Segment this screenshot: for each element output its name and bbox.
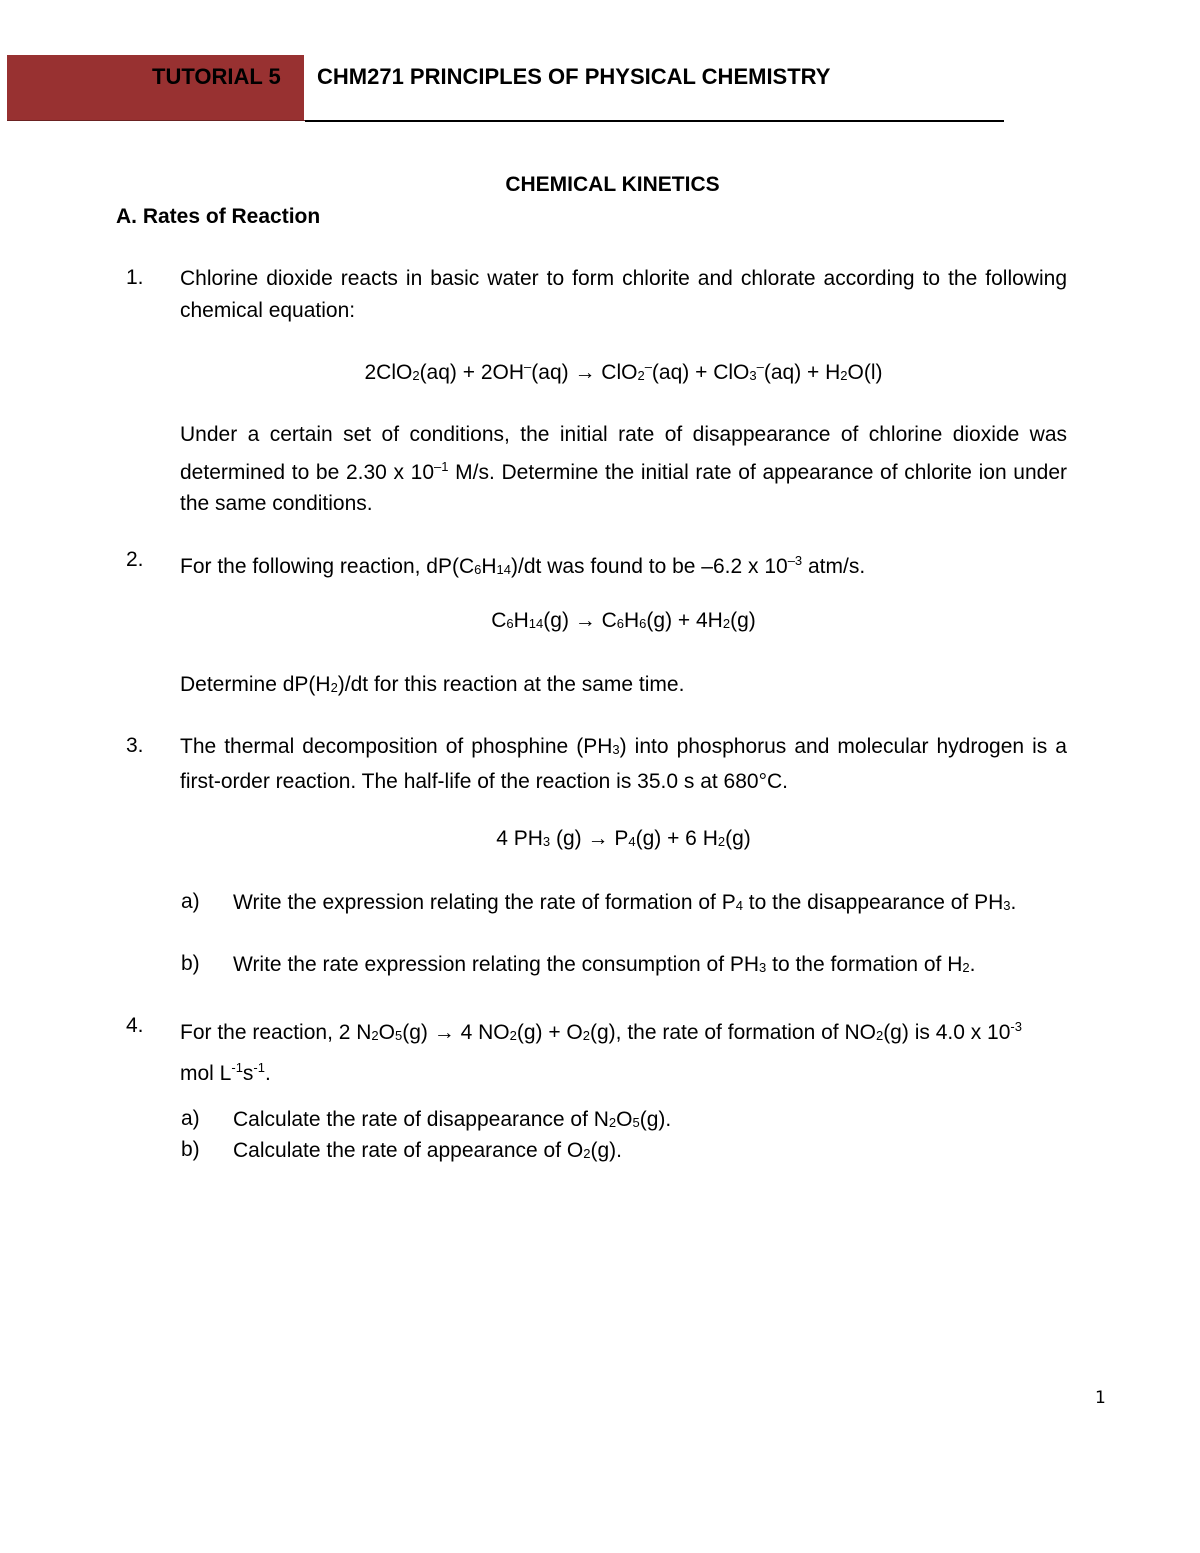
question-text: For the following reaction, $dP(C_6H_{14})/dt$ was found to be –6.2 x $10^{-3}$ atm/s. (180, 553, 866, 578)
part-letter: a) (181, 1107, 200, 1130)
part-text: Calculate the rate of appearance of $O_2(g)$. (233, 1139, 622, 1162)
part-text: Calculate the rate of disappearance of $N_2O_5(g)$. (233, 1108, 672, 1131)
part-letter: b) (181, 952, 200, 975)
course-title: CHM271 PRINCIPLES OF PHYSICAL CHEMISTRY (317, 64, 831, 89)
question-followup: Determine $dP(H_2)/dt$ for this reaction at the same time. (180, 673, 685, 696)
question-text: Chlorine dioxide reacts in basic water to form chlorite and chlorate according to the following chemical equation: (180, 267, 1067, 322)
header-rule-left (7, 120, 305, 121)
header-rule (305, 120, 1004, 122)
page-number: 1 (1095, 1388, 1106, 1408)
chemical-equation: $C_6H_{14}(g) \to C_6H_6(g) + 4H_2(g)$ (491, 609, 756, 632)
question-text: The thermal decomposition of phosphine $(PH_3)$ into phosphorus and molecular hydrogen is a first-order reaction. The half-life of the reaction is 35.0 s at 680°C. (180, 735, 1067, 793)
chemical-equation: 4 $PH_3$ $(g) \to P_4(g) + 6$ $H_2(g)$ (496, 827, 751, 850)
question-followup: Under a certain set of conditions, the initial rate of disappearance of chlorine dioxide was determined to be 2.30 x $10^{-1}$ M/s. Determine the initial rate of appearance of chlorite ion under the same conditions. (180, 423, 1067, 515)
question-number: 3. (126, 734, 144, 757)
part-letter: a) (181, 890, 200, 913)
question-number: 2. (126, 548, 144, 571)
question-number: 4. (126, 1014, 144, 1037)
page-title: CHEMICAL KINETICS (505, 173, 720, 196)
part-letter: b) (181, 1138, 200, 1161)
chemical-equation: $2ClO_2(aq) + 2OH^-(aq) \to ClO_2^-(aq) + ClO_3^-(aq) + H_2O(l)$ (364, 359, 883, 384)
part-text: Write the rate expression relating the consumption of $PH_3$ to the formation of $H_2$. (233, 953, 976, 976)
question-text: For the reaction, 2 $N_2O_5(g) \to 4$ $NO_2(g) + O_2(g)$, the rate of formation of $NO_2(g)$ is 4.0 x $10^{-3}$ mol $L^{-1}s^{-1}$. (180, 1019, 1022, 1085)
question-number: 1. (126, 266, 144, 289)
tutorial-label: TUTORIAL 5 (152, 64, 281, 89)
section-heading: A. Rates of Reaction (116, 205, 321, 228)
part-text: Write the expression relating the rate of formation of $P_4$ to the disappearance of $PH_3$. (233, 891, 1017, 914)
